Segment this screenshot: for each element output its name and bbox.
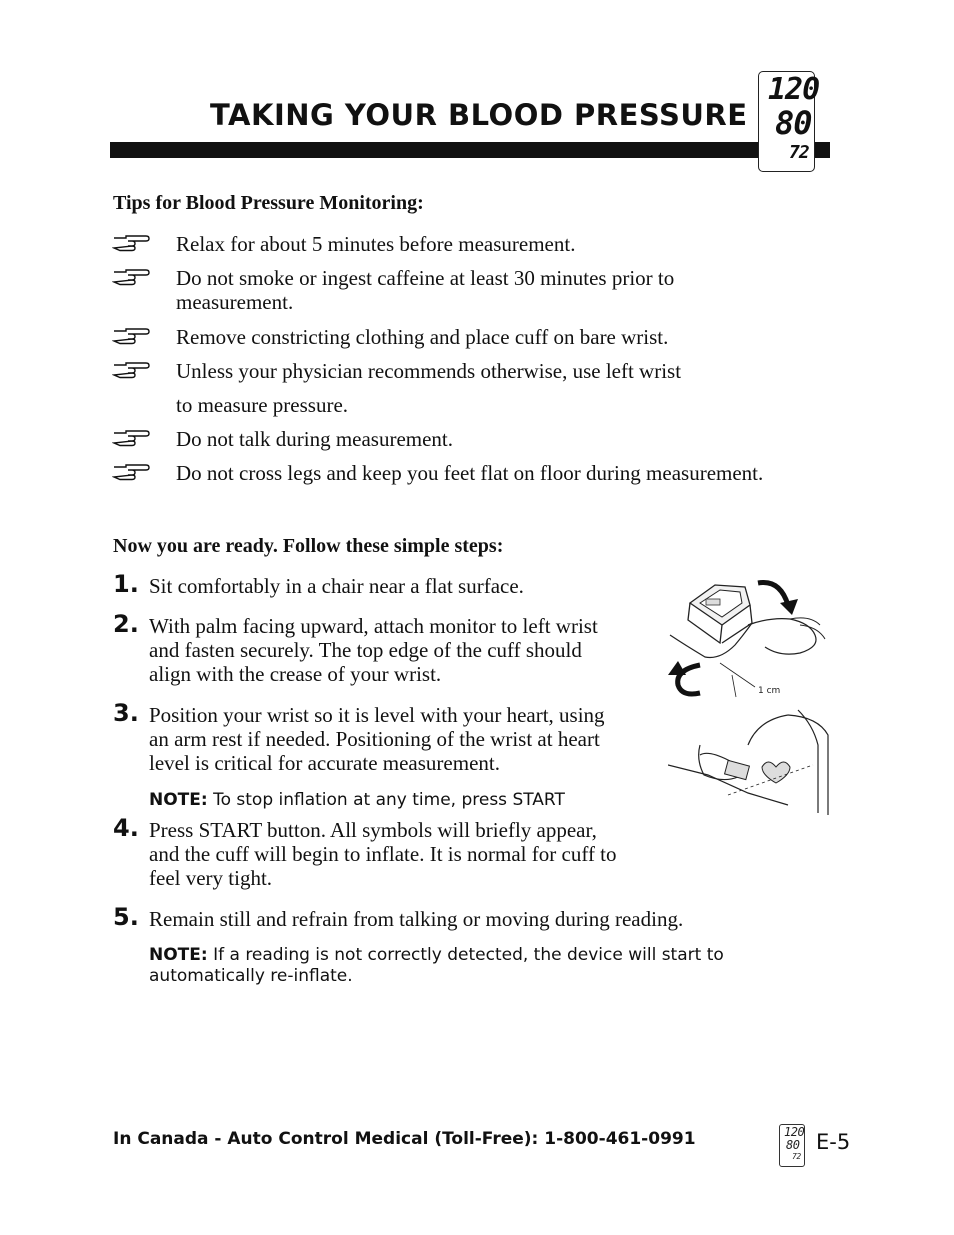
tip-text-line: to measure pressure.	[176, 393, 349, 417]
step-number: 3.	[113, 699, 139, 727]
small-display-pulse: 72	[792, 1152, 801, 1161]
note-label: NOTE:	[149, 945, 208, 965]
bp-display-icon	[758, 71, 820, 172]
note-text-continued: automatically re-inflate.	[149, 966, 353, 986]
tip-text: Remove constricting clothing and place cuff on bare wrist.	[176, 325, 669, 349]
step-number: 5.	[113, 903, 139, 931]
note	[149, 945, 724, 987]
footer-contact: In Canada - Auto Control Medical (Toll-Free): 1-800-461-0991	[113, 1129, 696, 1149]
pointing-hand-icon	[112, 325, 150, 345]
pointing-hand-icon	[112, 427, 150, 447]
page-number: E-5	[816, 1130, 851, 1154]
step-number: 2.	[113, 610, 139, 638]
step-line: level is critical for accurate measurement.	[149, 751, 500, 775]
pointing-hand-icon	[112, 359, 150, 379]
wrist-heart-level-illustration	[668, 705, 838, 820]
note-text: To stop inflation at any time, press START	[207, 790, 565, 810]
step-line: Press START button. All symbols will briefly appear,	[149, 818, 597, 842]
step-line: Remain still and refrain from talking or moving during reading.	[149, 907, 684, 931]
tip-text	[176, 354, 816, 422]
pointing-hand-icon	[112, 461, 150, 481]
step-number: 4.	[113, 814, 139, 842]
display-pulse: 72	[789, 142, 809, 163]
note-label: NOTE:	[149, 790, 208, 810]
step-line: align with the crease of your wrist.	[149, 662, 442, 686]
tip-text: Do not cross legs and keep you feet flat on floor during measurement.	[176, 461, 764, 485]
tip-text: Relax for about 5 minutes before measurement.	[176, 232, 576, 256]
cuff-measure-label: 1 cm	[758, 686, 781, 696]
step-line: Sit comfortably in a chair near a flat surface.	[149, 574, 524, 598]
pointing-hand-icon	[112, 266, 150, 286]
step-line: and the cuff will begin to inflate. It is normal for cuff to	[149, 842, 617, 866]
step-text	[149, 818, 617, 890]
tip-text-line: Do not smoke or ingest caffeine at least 30 minutes prior to	[176, 266, 675, 290]
note	[149, 790, 565, 811]
wrist-cuff-illustration	[660, 575, 840, 700]
step-line: Position your wrist so it is level with your heart, using	[149, 703, 605, 727]
tips-heading: Tips for Blood Pressure Monitoring:	[113, 192, 424, 214]
display-systolic: 120	[768, 72, 820, 107]
step-number: 1.	[113, 570, 139, 598]
note-text: If a reading is not correctly detected, the device will start to	[207, 945, 724, 965]
step-line: and fasten securely. The top edge of the cuff should	[149, 638, 582, 662]
page-title: TAKING YOUR BLOOD PRESSURE	[210, 98, 748, 132]
small-display-systolic: 120	[784, 1125, 805, 1139]
step-text	[149, 614, 598, 686]
step-text	[149, 703, 605, 775]
title-underline-bar	[110, 142, 830, 158]
step-line: an arm rest if needed. Positioning of the wrist at heart	[149, 727, 600, 751]
step-line: feel very tight.	[149, 866, 273, 890]
tip-text-line: measurement.	[176, 290, 294, 314]
step-line: With palm facing upward, attach monitor to left wrist	[149, 614, 598, 638]
tip-text: Do not talk during measurement.	[176, 427, 454, 451]
tip-text	[176, 266, 816, 314]
step-text	[149, 574, 524, 598]
display-diastolic: 80	[775, 104, 812, 142]
bp-display-small-icon	[779, 1124, 805, 1167]
step-text	[149, 907, 683, 931]
small-display-diastolic: 80	[786, 1138, 800, 1152]
tip-text-line: Unless your physician recommends otherwise, use left wrist	[176, 359, 682, 383]
steps-heading: Now you are ready. Follow these simple steps:	[113, 535, 504, 557]
pointing-hand-icon	[112, 232, 150, 252]
